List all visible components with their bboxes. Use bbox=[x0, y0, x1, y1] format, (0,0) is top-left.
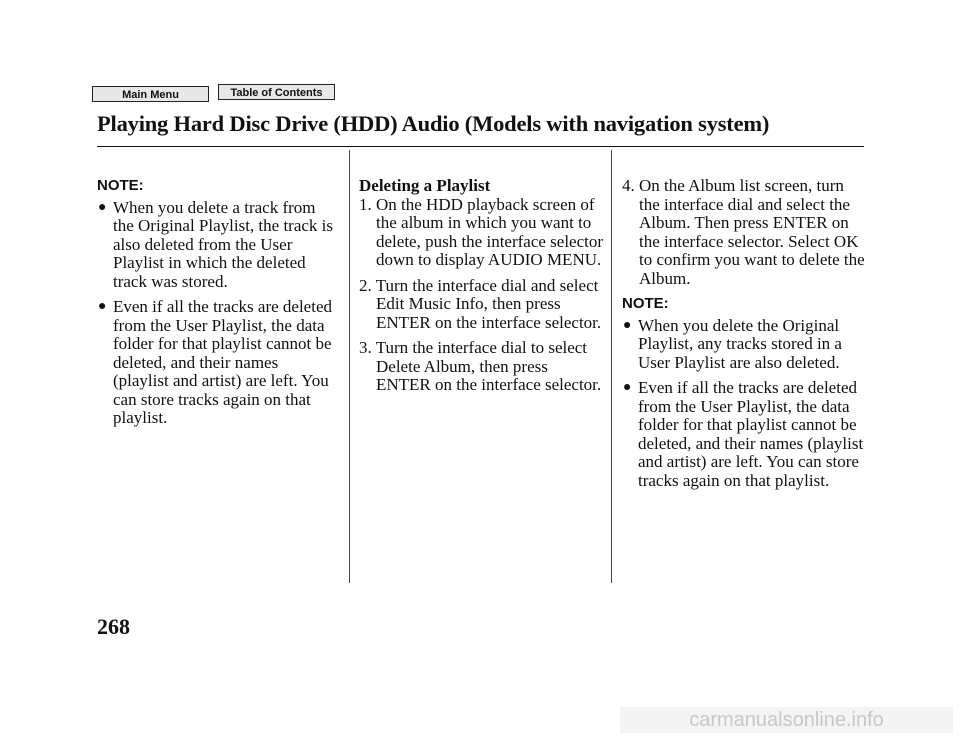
column-2 bbox=[359, 177, 604, 402]
step-item: 2. Turn the interface dial and select Edit Music Info, then press ENTER on the interface selector. bbox=[359, 275, 602, 332]
watermark: carmanualsonline.info bbox=[620, 707, 953, 733]
bullet-icon: ● bbox=[98, 199, 107, 215]
column-1 bbox=[97, 177, 337, 435]
step-item: 1. On the HDD playback screen of the album in which you want to delete, push the interface selector down to display AUDIO MENU. bbox=[359, 194, 604, 269]
column-divider-1 bbox=[349, 150, 350, 583]
note-bullet bbox=[97, 298, 337, 428]
note-label: NOTE: bbox=[622, 295, 669, 312]
bullet-text: When you delete the Original Playlist, any tracks stored in a User Playlist are also deleted. bbox=[638, 315, 842, 372]
bullet-icon: ● bbox=[623, 317, 632, 333]
column-divider-2 bbox=[611, 150, 612, 583]
page-number: 268 bbox=[97, 614, 130, 639]
section-heading: Deleting a Playlist bbox=[359, 176, 491, 195]
note-bullet bbox=[97, 199, 337, 292]
title-rule bbox=[97, 146, 864, 147]
bullet-text: Even if all the tracks are deleted from the User Playlist, the data folder for that playlist cannot be deleted, and their names (playlist and artist) are left. You can store tracks again on that playlist. bbox=[638, 378, 864, 490]
note-bullet bbox=[622, 379, 867, 490]
page-title: Playing Hard Disc Drive (HDD) Audio (Models with navigation system) bbox=[97, 111, 770, 136]
note-bullet bbox=[622, 317, 867, 373]
column-3 bbox=[622, 177, 867, 497]
step-item: 4. On the Album list screen, turn the interface dial and select the Album. Then press ENTER on the interface selector. Select OK to confirm you want to delete the Album. bbox=[622, 176, 865, 288]
step-item: 3. Turn the interface dial to select Delete Album, then press ENTER on the interface selector. bbox=[359, 338, 602, 394]
bullet-icon: ● bbox=[98, 299, 107, 314]
bullet-text: Even if all the tracks are deleted from the User Playlist, the data folder for that playlist cannot be deleted, and their names (playlist and artist) are left. You can store tracks again on that playlist. bbox=[113, 297, 332, 427]
bullet-text: When you delete a track from the Original Playlist, the track is also deleted from the User Playlist in which the deleted track was stored. bbox=[113, 197, 334, 291]
main-menu-button[interactable]: Main Menu bbox=[92, 86, 209, 102]
table-of-contents-button[interactable]: Table of Contents bbox=[218, 84, 335, 100]
note-label: NOTE: bbox=[97, 177, 144, 194]
bullet-icon: ● bbox=[623, 380, 632, 395]
